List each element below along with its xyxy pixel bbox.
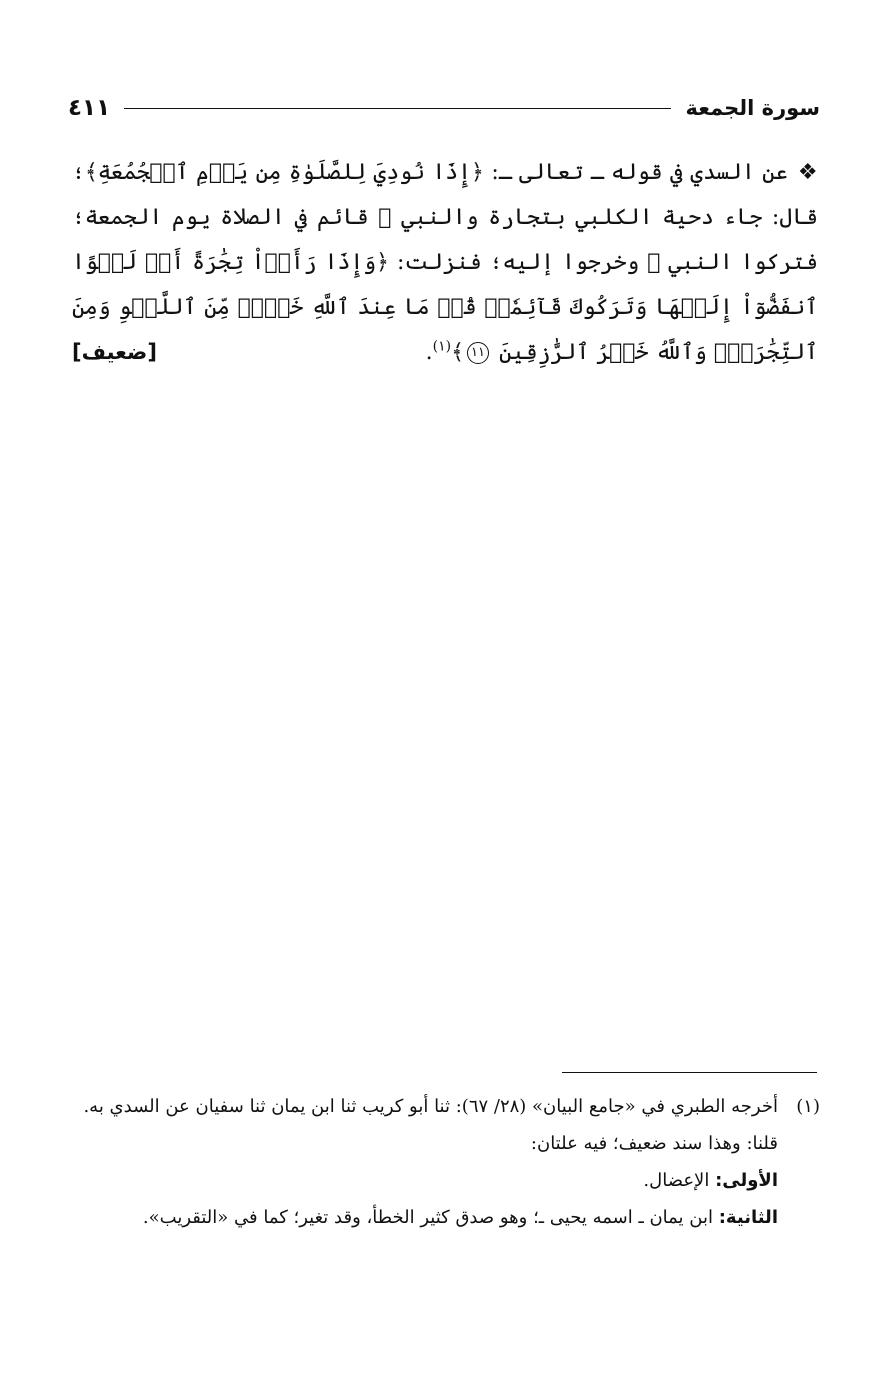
defect-1-label: الأولى: [715,1170,778,1191]
hadith-grade: [ضعيف] [72,340,157,364]
footnote-number: (١) [796,1096,820,1117]
surah-title: سورة الجمعة [685,96,820,120]
quran-verse-2: ﴿وَإِذَا رَأَوۡاْ تِجَٰرَةً أَوۡ لَهۡوًا ٱنفَضُّوٓاْ إِلَيۡهَا وَتَرَكُوكَ قَآئِمٗاۚ قُلۡ مَا عِندَ ٱللَّهِ خَيۡرٞ مِّنَ ٱللَّهۡوِ وَمِنَ ٱلتِّجَٰرَةِۚ وَٱللَّهُ خَيۡرُ ٱلرَّٰزِقِينَ [72,250,818,365]
footnote-item [72,1088,820,1125]
main-text [72,150,818,375]
intro-text: عن السدي في قوله ـ تعالى ـ: [491,160,788,185]
verse-close-bracket: ﴾ [451,340,464,365]
footnote-defect-1 [72,1162,820,1199]
defect-2-label: الثانية: [718,1207,778,1228]
footnote-assessment: قلنا: وهذا سند ضعيف؛ فيه علتان: [530,1133,778,1154]
footnote-defect-2 [72,1199,820,1236]
narration-text: ؛ قال: جاء دحية الكلبي بتجارة والنبي ﷺ قائم في الصلاة يوم الجمعة؛ فتركوا النبي ﷺ وخرجوا إليه؛ فنزلت: [72,160,819,275]
header-rule [124,108,671,109]
end-period: . [425,340,433,365]
defect-1-text: الإعضال. [643,1170,710,1191]
quran-verse-1: ﴿إِذَا نُودِيَ لِلصَّلَوٰةِ مِن يَوۡمِ ٱلۡجُمُعَةِ﴾ [84,160,484,185]
diamond-bullet-icon: ❖ [797,160,818,185]
verse-number-marker: ١١ [467,342,489,364]
footnotes [72,1088,820,1236]
page-number: ٤١١ [68,95,111,121]
footnote-citation: أخرجه الطبري في «جامع البيان» (٢٨/ ٦٧): ثنا أبو كريب ثنا ابن يمان ثنا سفيان عن السدي به. [83,1096,778,1117]
footnote-separator [562,1072,817,1073]
defect-2-text: ابن يمان ـ اسمه يحيى ـ؛ وهو صدق كثير الخطأ، وقد تغير؛ كما في «التقريب». [142,1207,713,1228]
footnote-reference: (١) [432,338,452,355]
running-header [68,88,820,128]
